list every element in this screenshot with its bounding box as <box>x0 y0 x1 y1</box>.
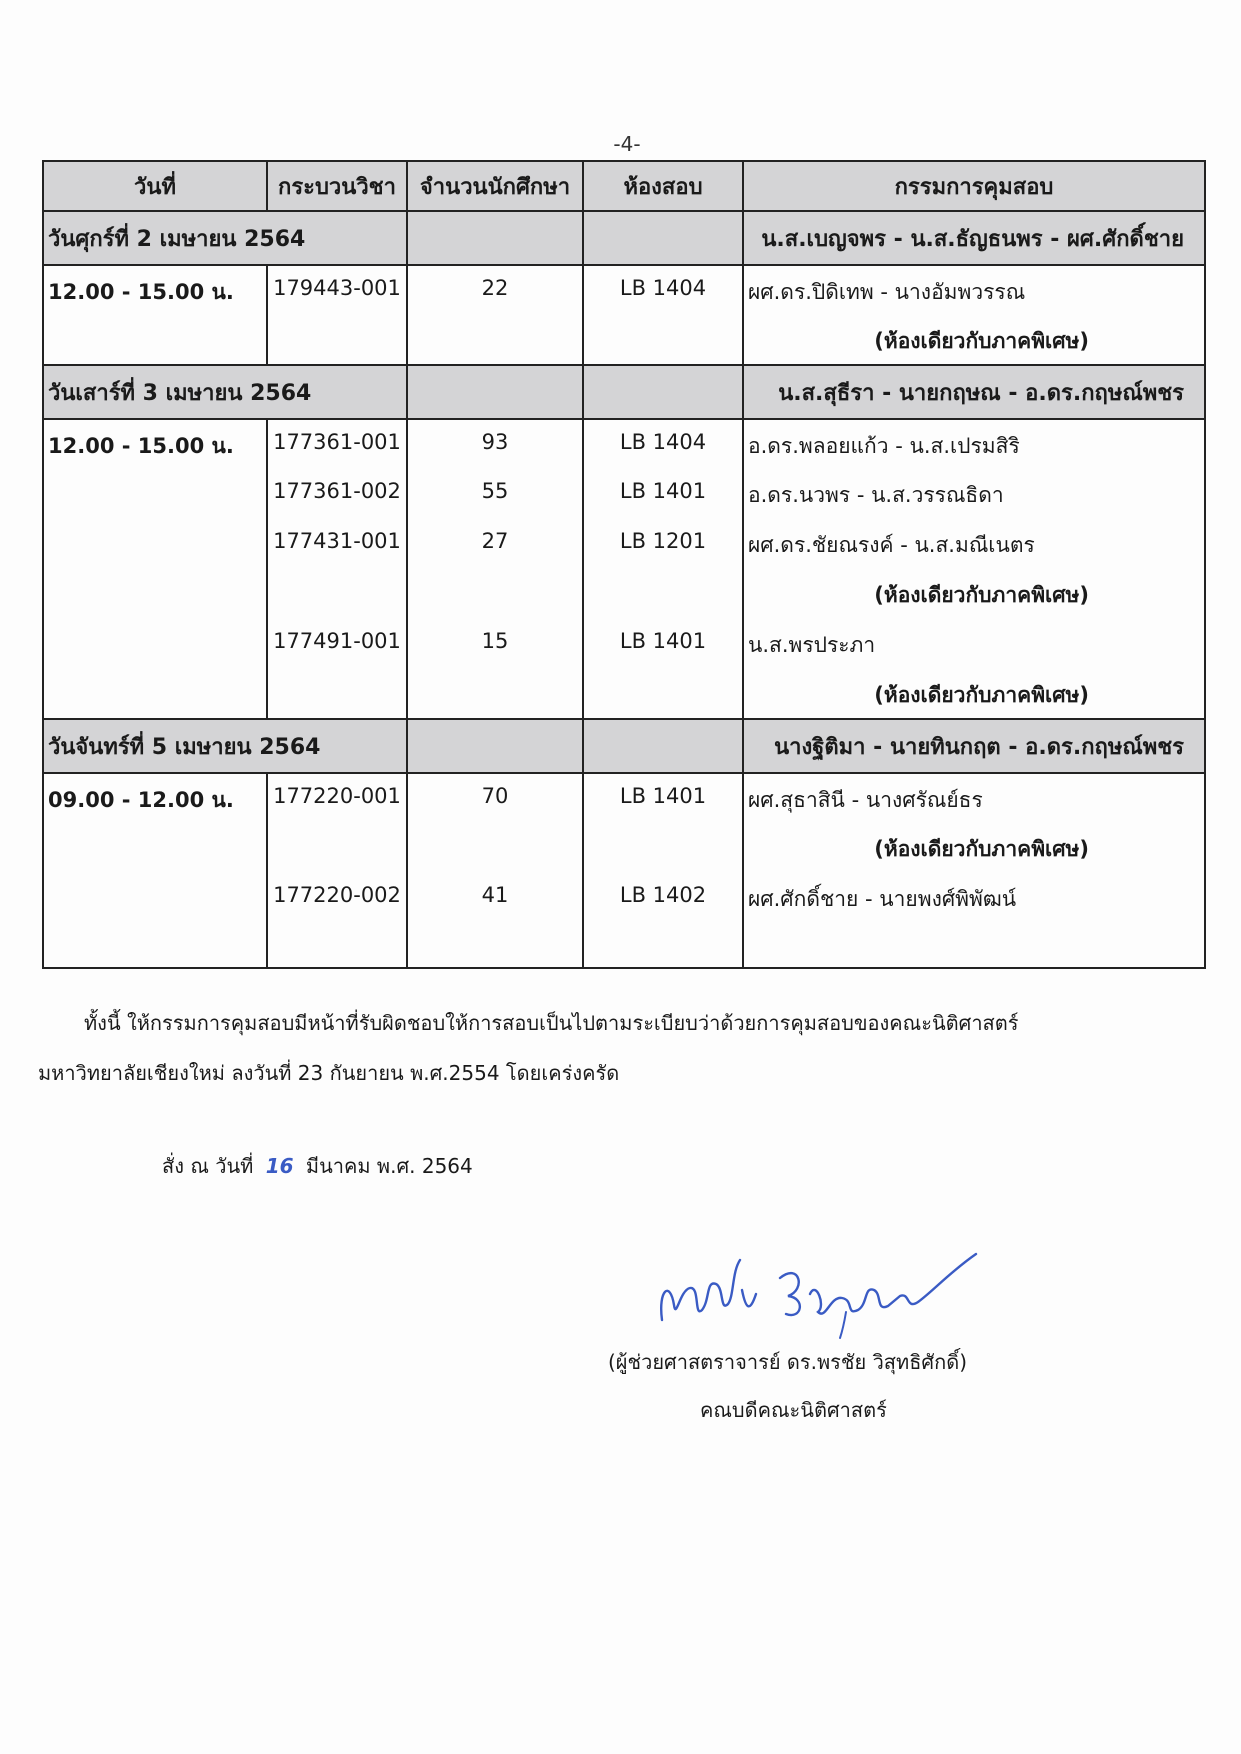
shared-room-note: (ห้องเดียวกับภาคพิเศษ) <box>743 669 1205 719</box>
order-date-suffix: มีนาคม พ.ศ. 2564 <box>305 1154 473 1178</box>
closing-line-1: ทั้งนี้ ให้กรรมการคุมสอบมีหน้าที่รับผิดชอบให้การสอบเป็นไปตามระเบียบว่าด้วยการคุมสอบของคณะนิติศาสตร์ <box>84 1011 1019 1035</box>
exam-room: LB 1402 <box>583 873 743 923</box>
order-date <box>162 1150 473 1182</box>
table-row <box>43 619 1205 669</box>
student-count: 55 <box>407 469 583 519</box>
course-code: 177431-001 <box>267 519 407 569</box>
order-date-prefix: สั่ง ณ วันที่ <box>162 1154 254 1178</box>
exam-time: 12.00 - 15.00 น. <box>43 265 267 315</box>
course-code: 177361-001 <box>267 419 407 469</box>
student-count: 41 <box>407 873 583 923</box>
exam-time: 09.00 - 12.00 น. <box>43 773 267 823</box>
exam-room: LB 1201 <box>583 519 743 569</box>
exam-room: LB 1404 <box>583 265 743 315</box>
proctor-names: ผศ.ดร.ชัยณรงค์ - น.ส.มณีเนตร <box>743 519 1205 569</box>
exam-room: LB 1401 <box>583 469 743 519</box>
table-row <box>43 519 1205 569</box>
header-exam-room: ห้องสอบ <box>583 161 743 211</box>
proctor-names: อ.ดร.นวพร - น.ส.วรรณธิดา <box>743 469 1205 519</box>
handwritten-signature <box>650 1250 980 1340</box>
proctor-names: ผศ.ดร.ปิดิเทพ - นางอัมพวรรณ <box>743 265 1205 315</box>
exam-schedule-table <box>42 160 1206 969</box>
day-label: วันจันทร์ที่ 5 เมษายน 2564 <box>43 719 407 773</box>
closing-line-2: มหาวิทยาลัยเชียงใหม่ ลงวันที่ 23 กันยายน พ.ศ.2554 โดยเคร่งครัด <box>38 1061 620 1085</box>
table-row <box>43 419 1205 469</box>
exam-room: LB 1401 <box>583 619 743 669</box>
student-count: 70 <box>407 773 583 823</box>
proctor-names: น.ส.พรประภา <box>743 619 1205 669</box>
header-student-count: จำนวนนักศึกษา <box>407 161 583 211</box>
closing-statement <box>38 998 1218 1098</box>
table-row-note <box>43 669 1205 719</box>
proctor-names: ผศ.สุธาสินี - นางศรัณย์ธร <box>743 773 1205 823</box>
day-label: วันศุกร์ที่ 2 เมษายน 2564 <box>43 211 407 265</box>
table-row-spacer <box>43 923 1205 968</box>
header-course: กระบวนวิชา <box>267 161 407 211</box>
table-row <box>43 469 1205 519</box>
table-row <box>43 873 1205 923</box>
exam-room: LB 1401 <box>583 773 743 823</box>
day-committee: นางฐิติมา - นายทินกฤต - อ.ดร.กฤษณ์พชร <box>743 719 1205 773</box>
table-row-note <box>43 315 1205 365</box>
page-number: -4- <box>613 132 641 156</box>
table-row-note <box>43 823 1205 873</box>
course-code: 177220-002 <box>267 873 407 923</box>
order-date-day: 16 <box>265 1154 294 1178</box>
day-row <box>43 719 1205 773</box>
course-code: 177220-001 <box>267 773 407 823</box>
shared-room-note: (ห้องเดียวกับภาคพิเศษ) <box>743 823 1205 873</box>
table-row <box>43 773 1205 823</box>
student-count: 22 <box>407 265 583 315</box>
exam-time: 12.00 - 15.00 น. <box>43 419 267 469</box>
table-header-row <box>43 161 1205 211</box>
day-committee: น.ส.สุธีรา - นายกฤษณ - อ.ดร.กฤษณ์พชร <box>743 365 1205 419</box>
course-code: 179443-001 <box>267 265 407 315</box>
proctor-names: ผศ.ศักดิ์ชาย - นายพงศ์พิพัฒน์ <box>743 873 1205 923</box>
exam-room: LB 1404 <box>583 419 743 469</box>
student-count: 93 <box>407 419 583 469</box>
table-row-note <box>43 569 1205 619</box>
student-count: 27 <box>407 519 583 569</box>
header-proctors: กรรมการคุมสอบ <box>743 161 1205 211</box>
student-count: 15 <box>407 619 583 669</box>
proctor-names: อ.ดร.พลอยแก้ว - น.ส.เปรมสิริ <box>743 419 1205 469</box>
course-code: 177361-002 <box>267 469 407 519</box>
course-code: 177491-001 <box>267 619 407 669</box>
day-committee: น.ส.เบญจพร - น.ส.ธัญธนพร - ผศ.ศักดิ์ชาย <box>743 211 1205 265</box>
signer-title: คณบดีคณะนิติศาสตร์ <box>700 1398 887 1422</box>
shared-room-note: (ห้องเดียวกับภาคพิเศษ) <box>743 569 1205 619</box>
day-row <box>43 365 1205 419</box>
table-row <box>43 265 1205 315</box>
shared-room-note: (ห้องเดียวกับภาคพิเศษ) <box>743 315 1205 365</box>
header-date: วันที่ <box>43 161 267 211</box>
signer-name: (ผู้ช่วยศาสตราจารย์ ดร.พรชัย วิสุทธิศักดิ์) <box>608 1350 967 1374</box>
day-label: วันเสาร์ที่ 3 เมษายน 2564 <box>43 365 407 419</box>
day-row <box>43 211 1205 265</box>
